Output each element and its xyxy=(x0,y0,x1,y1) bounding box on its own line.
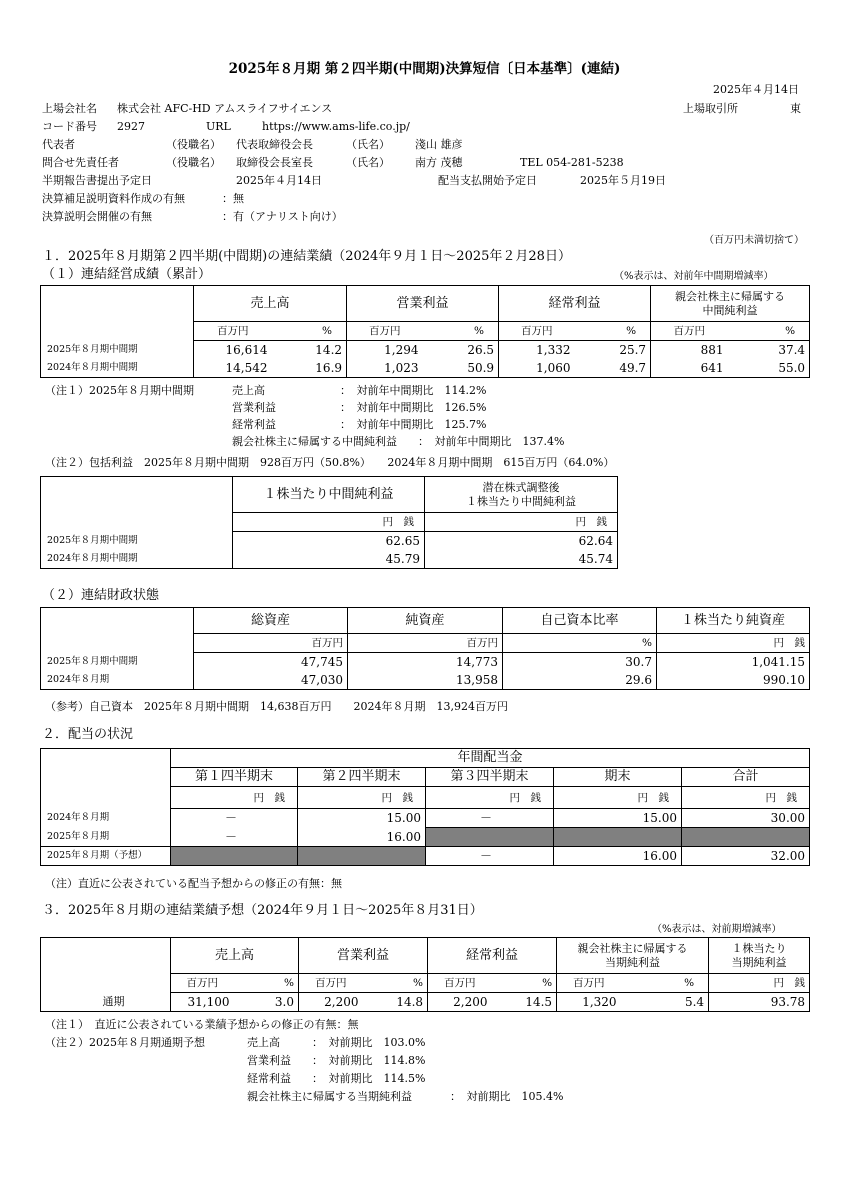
contact-label: 問合せ先責任者 xyxy=(42,156,119,169)
contact-role-label: （役職名） xyxy=(166,156,221,169)
section1-sub1-note: （%表示は、対前年中間期増減率） xyxy=(614,271,774,282)
rep-role-label: （役職名） xyxy=(166,138,221,151)
report-date: 2025年４月14日 xyxy=(713,83,799,96)
dividend-table: 年間配当金 第１四半期末 第２四半期末 第３四半期末 期末 合計 円 銭 円 銭 円 銭 円 銭 円 銭 2024年８月期 － 15.00 － 15.00 30.00 2025年８月期 － 16.00 2025年８月期（予想） － 16.00 32.00 xyxy=(40,748,810,866)
url-label: URL xyxy=(206,120,231,133)
col-net-income: 親会社株主に帰属する 中間純利益 xyxy=(651,286,810,322)
note1-label: （注１）2025年８月期中間期 xyxy=(45,384,194,397)
table-row: 2025年８月期（予想） － 16.00 32.00 xyxy=(41,847,810,866)
rep-name: 淺山 雄彦 xyxy=(415,138,463,151)
table-row: 2024年８月期 47,030 13,958 29.6 990.10 xyxy=(41,671,810,690)
section2-title: ２．配当の状況 xyxy=(42,727,134,742)
code-label: コード番号 xyxy=(42,120,97,133)
table-row: 2025年８月期中間期 16,614 14.2 1,294 26.5 1,332 25.7 881 37.4 xyxy=(41,341,810,360)
rep-role: 代表取締役会長 xyxy=(236,138,313,151)
financial-table: 総資産 純資産 自己資本比率 １株当たり純資産 百万円 百万円 % 円 銭 2025年８月期中間期 47,745 14,773 30.7 1,041.15 2024年８月期 47,030 13,958 29.6 990.10 xyxy=(40,607,810,690)
results-table: 売上高 営業利益 経常利益 親会社株主に帰属する 中間純利益 百万円 % 百万円 % 百万円 % 百万円 % 2025年８月期中間期 16,614 14.2 1,294 26.5 1,332 25.7 881 37.4 2024年８月期中間期 14,542 16.9 1,023 50.9 1,060 49.7 641 55.0 xyxy=(40,285,810,378)
section3-title: ３．2025年８月期の連結業績予想（2024年９月１日～2025年８月31日） xyxy=(42,903,483,918)
document-page: 2025年８月期 第２四半期(中間期)決算短信〔日本基準〕(連結) 2025年４月14日 上場会社名 株式会社 AFC-HD アムスライフサイエンス 上場取引所 東 コード番号 2927 URL https://www.ams-life.co.jp/ 代表者 （役職名） 代表取締役会長 （氏名） 淺山 雄彦 問合せ先責任者 （役職名） 取締役会長室長 （氏名） 南方 茂穂 TEL 054-281-5238 半期報告書提出予定日 2025年４月14日 配当支払開始予定日 2025年５月19日 決算補足説明資料作成の有無 ：無 決算説明会開催の有無 ：有（アナリスト向け） （百万円未満切捨て） １．2025年８月期第２四半期(中間期)の連結業績（2024年９月１日～2025年２月28日） （１）連結経営成績（累計） （%表示は、対前年中間期増減率） 売上高 営業利益 経常利益 親会社株主に帰属する 中間純利益 百万円 % 百万円 % 百万円 % 百万円 % 2025年８月期中間期 16,614 14.2 1,294 26.5 1,332 25.7 881 37.4 2024年８月期中間期 14,542 16.9 1,023 50.9 1,060 49.7 641 55.0 （注１）2025年８月期中間期 売上高 ： 対前年中間期比 114.2% 営業利益 ： 対前年中間期比 126.5% 経常利益 ： 対前年中間期比 125.7% 親会社株主に帰属する中間純利益 ： 対前年中間期比 137.4% （注２）包括利益 2025年８月期中間期 928百万円（50.8%） 2024年８月期中間期 615百万円（64.0%） １株当たり中間純利益 潜在株式調整後 １株当たり中間純利益 円 銭 円 銭 2025年８月期中間期 62.65 62.64 2024年８月期中間期 45.79 45.74 （２）連結財政状態 総資産 純資産 自己資本比率 １株当たり純資産 百万円 百万円 % 円 銭 2025年８月期中間期 47,745 14,773 30.7 1,041.15 2024年８月期 47,030 13,958 29.6 990.10 （参考）自己資本 2025年８月期中間期 14,638百万円 2024年８月期 13,924百万円 ２．配当の状況 年間配当金 第１四半期末 第２四半期末 第３四半期末 期末 合計 円 銭 円 銭 円 銭 円 銭 円 銭 2024年８月期 － 15.00 － 15.00 30.00 2025年８月期 － 16.00 2025年８月期（予想） － 16.00 32.00 （注）直近に公表されている配当予想からの修正の有無：無 ３．2025年８月期の連結業績予想（2024年９月１日～2025年８月31日） （%表示は、対前期増減率） 売上高 営業利益 経常利益 親会社株主に帰属する 当期純利益 １株当たり 当期純利益 百万円 % 百万円 % 百万円 % 百万円 % 円 銭 通期 31,100 3.0 2,200 14.8 2,200 14.5 1,320 5.4 93.78 （注１） 直近に公表されている業績予想からの修正の有無：無 （注２）2025年８月期通期予想 売上高 ： 対前期比 103.0% 営業利益 ： 対前期比 114.8% 経常利益 ： 対前期比 114.5% 親会社株主に帰属する当期純利益 ： 対前期比 105.4% xyxy=(0,0,849,1200)
briefing: ：有（アナリスト向け） xyxy=(222,210,343,223)
col-eps: １株当たり中間純利益 xyxy=(233,477,425,513)
page-title: 2025年８月期 第２四半期(中間期)決算短信〔日本基準〕(連結) xyxy=(228,61,621,77)
eps-table: １株当たり中間純利益 潜在株式調整後 １株当たり中間純利益 円 銭 円 銭 2025年８月期中間期 62.65 62.64 2024年８月期中間期 45.79 45.74 xyxy=(40,476,618,569)
table-row: 2024年８月期中間期 45.79 45.74 xyxy=(41,550,618,569)
table-row: 2025年８月期 － 16.00 xyxy=(41,828,810,847)
report-submit-date: 2025年４月14日 xyxy=(236,174,322,187)
table-row: 2024年８月期中間期 14,542 16.9 1,023 50.9 1,060 49.7 641 55.0 xyxy=(41,359,810,378)
section1-title: １．2025年８月期第２四半期(中間期)の連結業績（2024年９月１日～2025年２月28日） xyxy=(42,249,571,264)
forecast-note2-label: （注２）2025年８月期通期予想 xyxy=(45,1036,205,1049)
section1-sub2: （２）連結財政状態 xyxy=(42,588,160,603)
tel: TEL 054-281-5238 xyxy=(520,156,624,169)
exchange-label: 上場取引所 xyxy=(683,102,738,115)
dividend-date-label: 配当支払開始予定日 xyxy=(438,174,537,187)
rep-name-label: （氏名） xyxy=(346,138,390,151)
exchange: 東 xyxy=(790,102,801,115)
dividend-note: （注）直近に公表されている配当予想からの修正の有無：無 xyxy=(45,877,342,890)
dividend-date: 2025年５月19日 xyxy=(580,174,666,187)
material: ：無 xyxy=(222,192,244,205)
material-label: 決算補足説明資料作成の有無 xyxy=(42,192,185,205)
company-name-label: 上場会社名 xyxy=(42,102,97,115)
corner-cell xyxy=(41,286,194,322)
section3-note: （%表示は、対前期増減率） xyxy=(652,924,782,935)
code: 2927 xyxy=(117,120,145,133)
rounding-note: （百万円未満切捨て） xyxy=(704,235,804,246)
unit-million: 百万円 xyxy=(194,322,272,341)
table-row: 2024年８月期 － 15.00 － 15.00 30.00 xyxy=(41,809,810,828)
col-ordinary: 経常利益 xyxy=(499,286,651,322)
col-operating: 営業利益 xyxy=(347,286,499,322)
col-diluted-eps: 潜在株式調整後 １株当たり中間純利益 xyxy=(425,477,618,513)
contact-name: 南方 茂穂 xyxy=(415,156,463,169)
table-row: 通期 31,100 3.0 2,200 14.8 2,200 14.5 1,320 5.4 93.78 xyxy=(41,993,810,1012)
url-link[interactable]: https://www.ams-life.co.jp/ xyxy=(262,120,410,133)
contact-name-label: （氏名） xyxy=(346,156,390,169)
section1-sub1: （１）連結経営成績（累計） xyxy=(42,267,212,282)
forecast-table: 売上高 営業利益 経常利益 親会社株主に帰属する 当期純利益 １株当たり 当期純利益 百万円 % 百万円 % 百万円 % 百万円 % 円 銭 通期 31,100 3.0 2,200 14.8 2,200 14.5 1,320 5.4 93.78 xyxy=(40,937,810,1012)
table-row: 2025年８月期中間期 62.65 62.64 xyxy=(41,532,618,551)
contact-role: 取締役会長室長 xyxy=(236,156,313,169)
annual-dividend-header: 年間配当金 xyxy=(171,749,810,768)
briefing-label: 決算説明会開催の有無 xyxy=(42,210,152,223)
note2: （注２）包括利益 2025年８月期中間期 928百万円（50.8%） 2024年８月期中間期 615百万円（64.0%） xyxy=(45,456,615,469)
table-row: 2025年８月期中間期 47,745 14,773 30.7 1,041.15 xyxy=(41,653,810,672)
col-sales: 売上高 xyxy=(194,286,347,322)
unit-percent: % xyxy=(272,322,347,341)
reference-equity: （参考）自己資本 2025年８月期中間期 14,638百万円 2024年８月期 13,924百万円 xyxy=(45,700,508,713)
report-date-label: 半期報告書提出予定日 xyxy=(42,174,152,187)
forecast-note1: （注１） 直近に公表されている業績予想からの修正の有無：無 xyxy=(45,1018,359,1031)
rep-label: 代表者 xyxy=(42,138,75,151)
company-name: 株式会社 AFC-HD アムスライフサイエンス xyxy=(117,102,333,115)
